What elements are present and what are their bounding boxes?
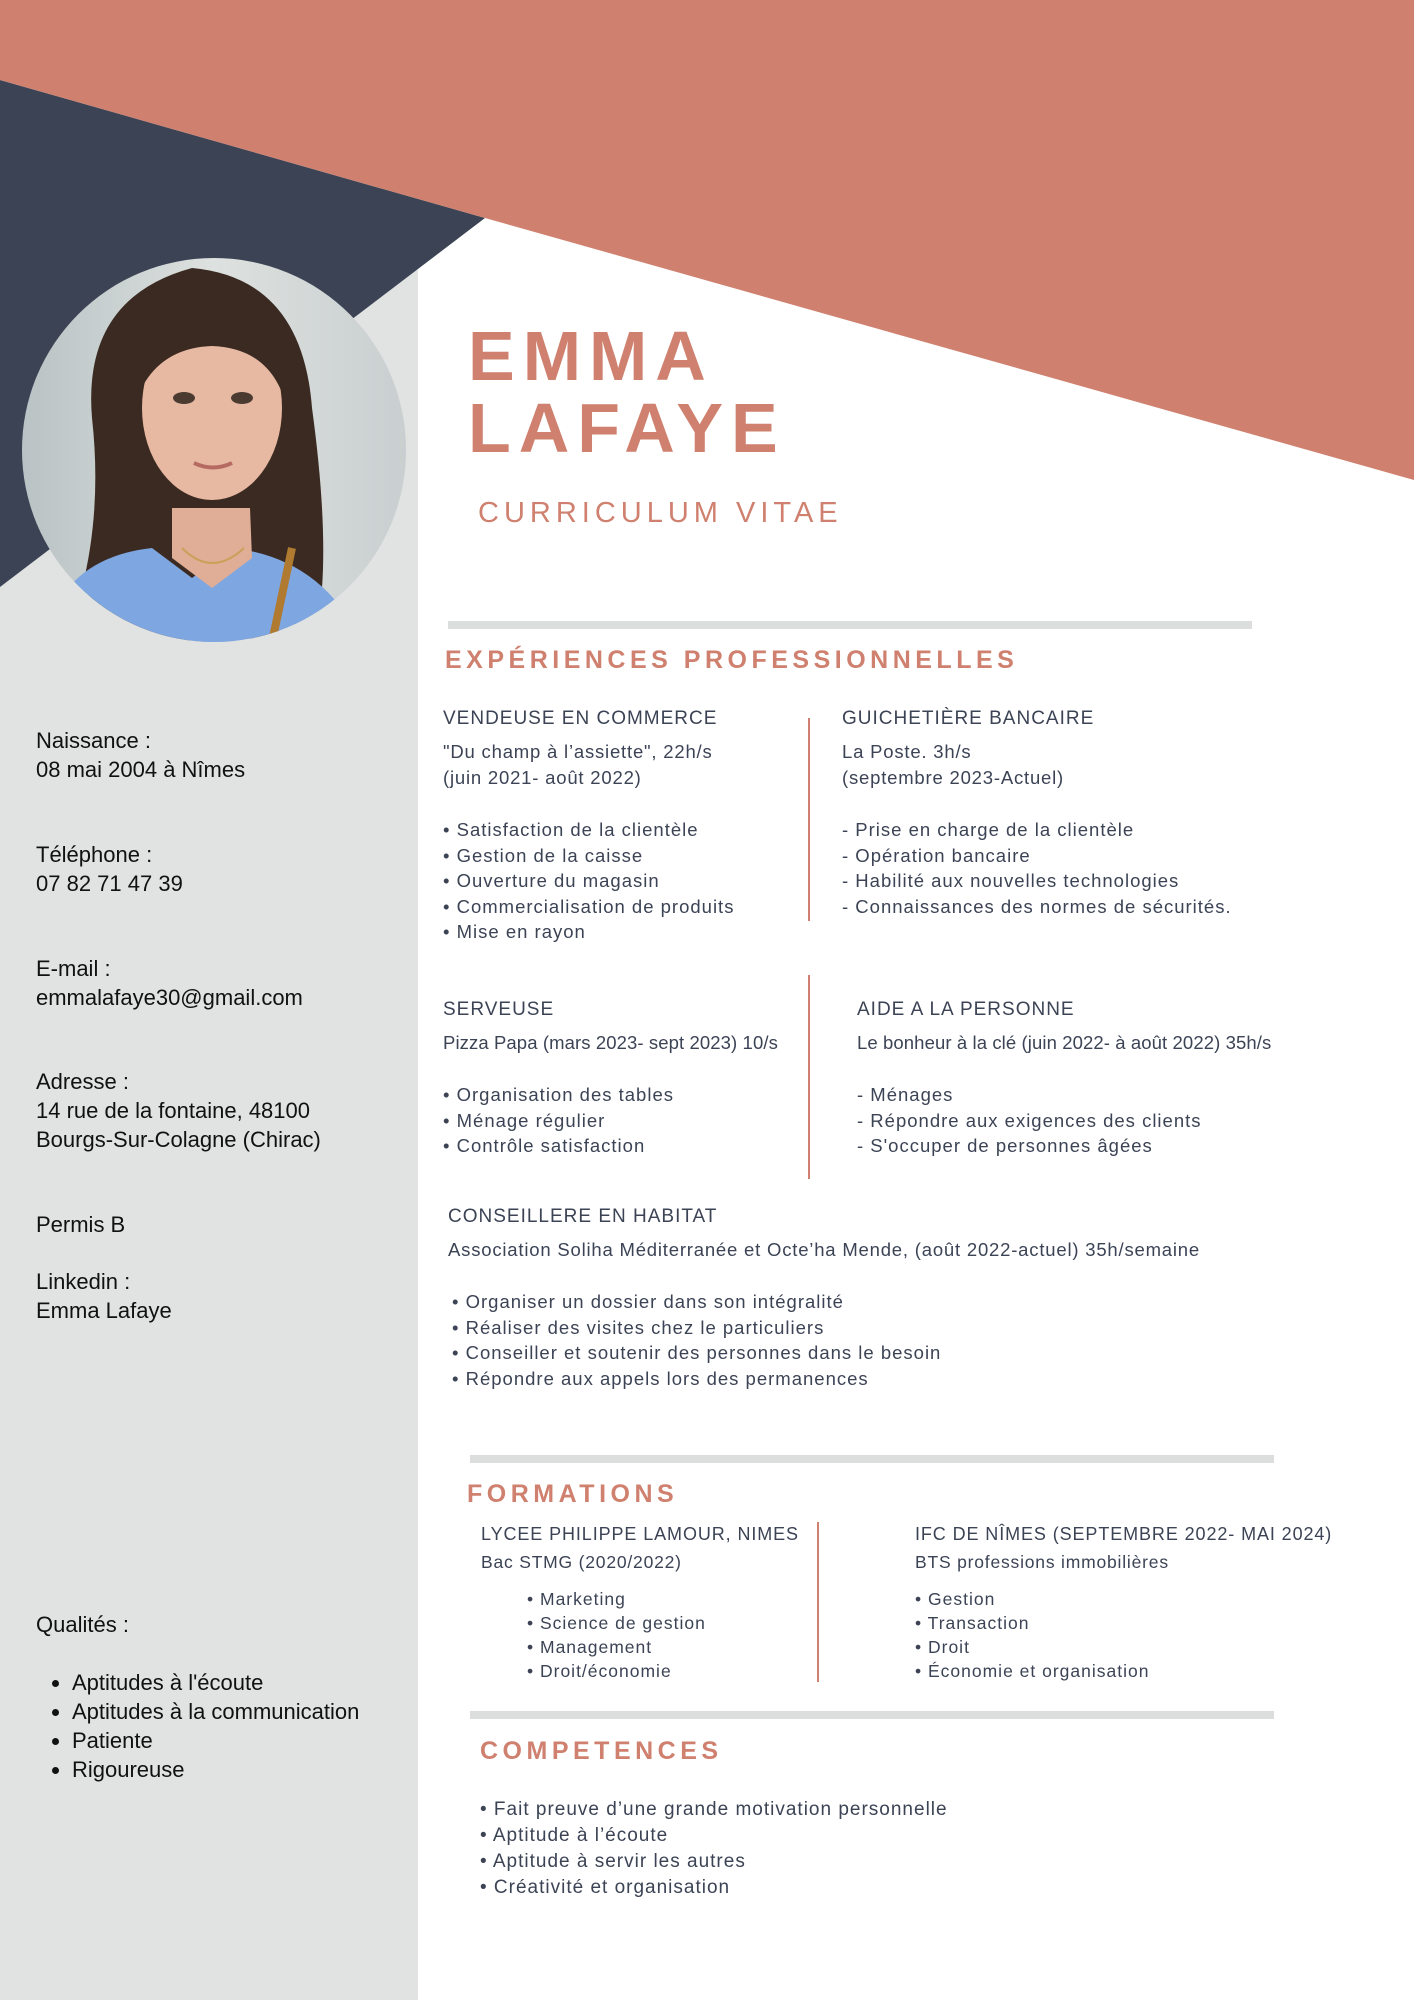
address-line-1: 14 rue de la fontaine, 48100 bbox=[36, 1098, 311, 1123]
job-tasks bbox=[842, 817, 1232, 919]
phone-value[interactable]: 07 82 71 47 39 bbox=[36, 871, 183, 896]
profile-photo bbox=[22, 258, 406, 642]
quality-item: • Patiente bbox=[72, 1726, 359, 1755]
task-item: • Réaliser des visites chez le particuliers bbox=[452, 1316, 825, 1338]
formation-ifc bbox=[915, 1522, 1332, 1683]
subject-item: • Gestion bbox=[915, 1589, 996, 1609]
job-title: AIDE A LA PERSONNE bbox=[857, 999, 1075, 1020]
qualities-label: Qualités : bbox=[36, 1612, 129, 1637]
job-employer: La Poste. 3h/s bbox=[842, 741, 972, 762]
job-title: GUICHETIÈRE BANCAIRE bbox=[842, 708, 1095, 729]
task-item: - Répondre aux exigences des clients bbox=[857, 1109, 1202, 1131]
task-item: • Ouverture du magasin bbox=[443, 870, 660, 891]
subject-item: • Marketing bbox=[527, 1589, 626, 1609]
job-serveuse bbox=[443, 997, 778, 1159]
address-block bbox=[36, 1067, 321, 1154]
email-value[interactable]: emmalafaye30@gmail.com bbox=[36, 985, 303, 1010]
task-item: • Mise en rayon bbox=[443, 921, 586, 942]
job-title: VENDEUSE EN COMMERCE bbox=[443, 708, 718, 729]
subject-item: • Droit/économie bbox=[527, 1661, 672, 1681]
email-block bbox=[36, 954, 303, 1012]
birth-value: 08 mai 2004 à Nîmes bbox=[36, 757, 246, 782]
task-item: - Opération bancaire bbox=[842, 844, 1031, 866]
task-item: - Connaissances des normes de sécurités. bbox=[842, 895, 1232, 917]
job-guichetiere bbox=[842, 706, 1232, 919]
formation-lycee bbox=[481, 1522, 799, 1683]
birth-block bbox=[36, 726, 245, 784]
job-tasks bbox=[448, 1289, 1200, 1391]
formation-subjects bbox=[481, 1587, 799, 1683]
section-divider bbox=[448, 621, 1252, 629]
task-item: - Ménages bbox=[857, 1084, 954, 1105]
job-tasks bbox=[443, 817, 734, 945]
section-divider bbox=[470, 1455, 1274, 1463]
job-employer: Pizza Papa (mars 2023- sept 2023) 10/s bbox=[443, 1032, 778, 1053]
task-item: • Contrôle satisfaction bbox=[443, 1135, 646, 1156]
competence-item: • Fait preuve d’une grande motivation personnelle bbox=[480, 1799, 948, 1820]
qualities-list bbox=[36, 1668, 359, 1784]
formation-title: IFC DE NÎMES (SEPTEMBRE 2022- MAI 2024) bbox=[915, 1524, 1333, 1544]
task-item: - S'occuper de personnes âgées bbox=[857, 1135, 1153, 1156]
column-separator bbox=[808, 975, 810, 1179]
license-text: Permis B bbox=[36, 1212, 126, 1237]
task-item: - Habilité aux nouvelles technologies bbox=[842, 870, 1180, 891]
job-employer: Association Soliha Méditerranée et Octe’ha Mende, (août 2022-actuel) 35h/semaine bbox=[448, 1239, 1200, 1260]
quality-item: • Aptitudes à la communication bbox=[72, 1697, 359, 1726]
license-block bbox=[36, 1210, 125, 1239]
subject-item: • Science de gestion bbox=[527, 1613, 706, 1633]
phone-block bbox=[36, 840, 183, 898]
quality-item: • Rigoureuse bbox=[72, 1755, 359, 1784]
first-name: EMMA bbox=[468, 317, 714, 395]
task-item: • Organisation des tables bbox=[443, 1084, 674, 1105]
subject-item: • Transaction bbox=[915, 1613, 1030, 1633]
last-name: LAFAYE bbox=[468, 389, 786, 467]
task-item: • Commercialisation de produits bbox=[443, 895, 735, 917]
section-divider bbox=[470, 1711, 1274, 1719]
competence-item: • Aptitude à servir les autres bbox=[480, 1851, 746, 1872]
task-item: - Prise en charge de la clientèle bbox=[842, 819, 1135, 840]
task-item: • Satisfaction de la clientèle bbox=[443, 819, 699, 840]
linkedin-label: Linkedin : bbox=[36, 1269, 131, 1294]
address-label: Adresse : bbox=[36, 1069, 129, 1094]
column-separator bbox=[817, 1522, 819, 1682]
phone-label: Téléphone : bbox=[36, 842, 153, 867]
formation-subjects bbox=[915, 1587, 1332, 1683]
address-line-2: Bourgs-Sur-Colagne (Chirac) bbox=[36, 1127, 321, 1152]
formation-degree: BTS professions immobilières bbox=[915, 1552, 1169, 1572]
competences-title: COMPETENCES bbox=[480, 1737, 723, 1765]
job-employer: "Du champ à l’assiette", 22h/s bbox=[443, 741, 713, 762]
subject-item: • Management bbox=[527, 1637, 653, 1657]
task-item: • Répondre aux appels lors des permanences bbox=[452, 1367, 869, 1389]
job-employer: Le bonheur à la clé (juin 2022- à août 2022) 35h/s bbox=[857, 1032, 1272, 1053]
birth-label: Naissance : bbox=[36, 728, 151, 753]
linkedin-value[interactable]: Emma Lafaye bbox=[36, 1298, 172, 1323]
job-dates: (septembre 2023-Actuel) bbox=[842, 767, 1064, 788]
job-aide-personne bbox=[857, 997, 1271, 1159]
job-dates: (juin 2021- août 2022) bbox=[443, 767, 642, 788]
linkedin-block bbox=[36, 1267, 172, 1325]
formation-degree: Bac STMG (2020/2022) bbox=[481, 1552, 682, 1572]
task-item: • Organiser un dossier dans son intégralité bbox=[452, 1291, 844, 1312]
email-label: E-mail : bbox=[36, 956, 111, 981]
formations-title: FORMATIONS bbox=[467, 1480, 679, 1508]
job-title: SERVEUSE bbox=[443, 999, 555, 1020]
competences-list bbox=[480, 1797, 948, 1901]
job-tasks bbox=[857, 1082, 1271, 1159]
column-separator bbox=[808, 718, 810, 921]
experience-title: EXPÉRIENCES PROFESSIONNELLES bbox=[445, 646, 1019, 674]
subject-item: • Économie et organisation bbox=[915, 1661, 1150, 1681]
competence-item: • Aptitude à l’écoute bbox=[480, 1825, 669, 1846]
job-tasks bbox=[443, 1082, 778, 1159]
quality-item: • Aptitudes à l'écoute bbox=[72, 1668, 359, 1697]
subject-item: • Droit bbox=[915, 1637, 970, 1657]
document-subtitle: CURRICULUM VITAE bbox=[478, 497, 843, 529]
task-item: • Conseiller et soutenir des personnes dans le besoin bbox=[452, 1342, 942, 1363]
task-item: • Gestion de la caisse bbox=[443, 844, 644, 866]
task-item: • Ménage régulier bbox=[443, 1109, 606, 1131]
job-title: CONSEILLERE EN HABITAT bbox=[448, 1206, 718, 1227]
job-vendeuse bbox=[443, 706, 734, 945]
qualities-block bbox=[36, 1610, 359, 1784]
formation-title: LYCEE PHILIPPE LAMOUR, NIMES bbox=[481, 1524, 799, 1544]
competence-item: • Créativité et organisation bbox=[480, 1877, 731, 1898]
job-conseillere bbox=[448, 1204, 1200, 1391]
